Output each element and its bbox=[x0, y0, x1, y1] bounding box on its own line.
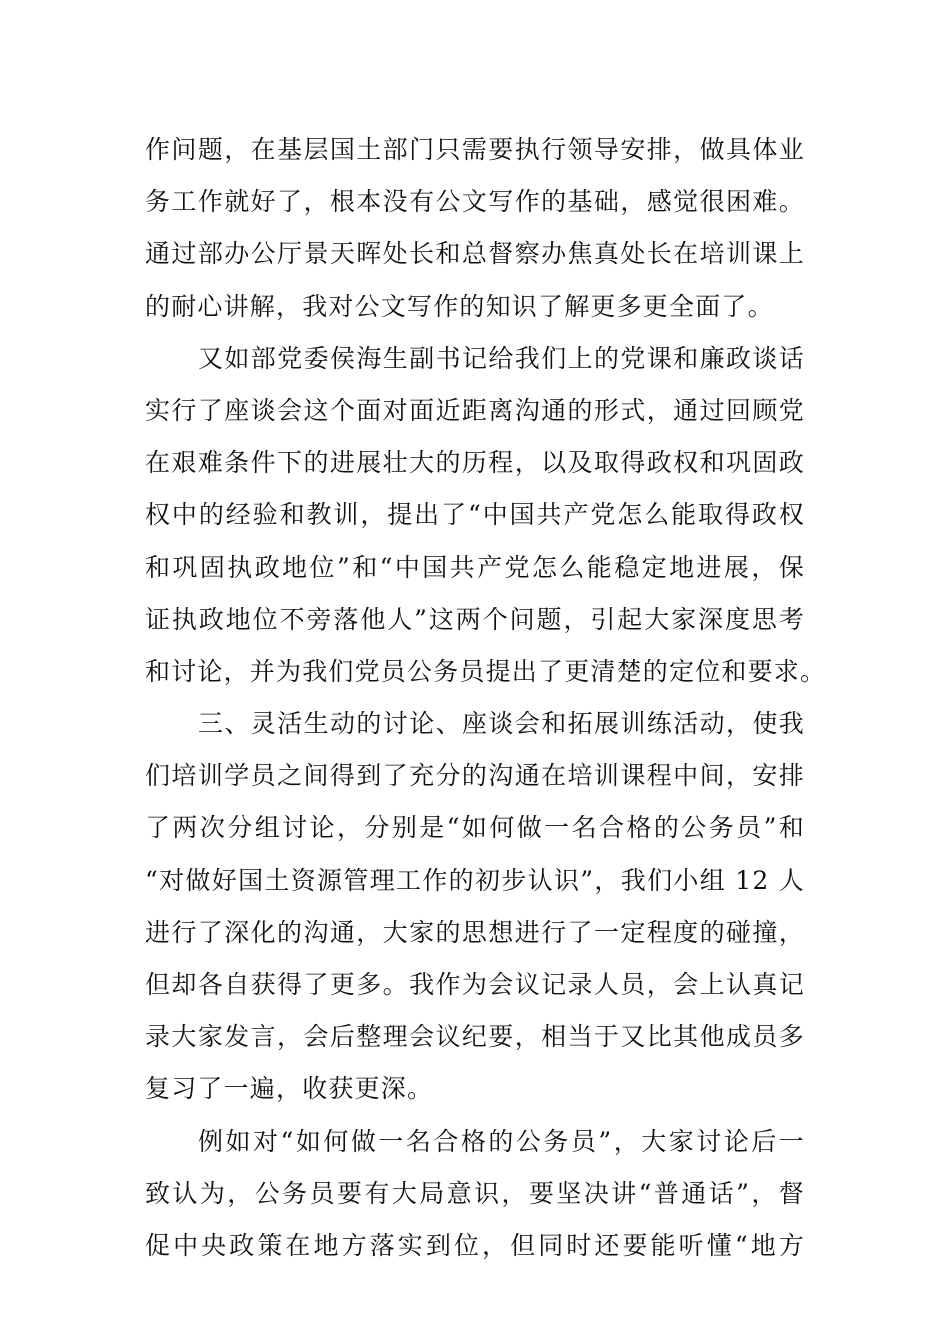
text-line: “对做好国土资源管理工作的初步认识”，我们小组 12 人 bbox=[145, 865, 805, 895]
paragraph-4 bbox=[145, 1116, 805, 1273]
text-line: 和巩固执政地位”和“中国共产党怎么能稳定地进展，保 bbox=[145, 552, 805, 582]
text-line: 促中央政策在地方落实到位，但同时还要能听懂“地方 bbox=[145, 1230, 805, 1260]
text-line: 例如对“如何做一名合格的公务员”，大家讨论后一 bbox=[198, 1126, 805, 1156]
text-line: 务工作就好了，根本没有公文写作的基础，感觉很困难。 bbox=[145, 187, 805, 217]
paragraph-3 bbox=[145, 698, 805, 1116]
text-line: 进行了深化的沟通，大家的思想进行了一定程度的碰撞， bbox=[145, 917, 805, 947]
paragraph-2 bbox=[145, 333, 827, 698]
text-line: 通过部办公厅景天晖处长和总督察办焦真处长在培训课上 bbox=[145, 239, 805, 269]
document-body bbox=[145, 124, 827, 1272]
text-line: 三、灵活生动的讨论、座谈会和拓展训练活动，使我 bbox=[198, 709, 805, 739]
text-line: 但却各自获得了更多。我作为会议记录人员，会上认真记 bbox=[145, 970, 805, 999]
paragraph-1 bbox=[145, 124, 805, 333]
text-line: 权中的经验和教训，提出了“中国共产党怎么能取得政权 bbox=[145, 500, 805, 530]
text-line: 实行了座谈会这个面对面近距离沟通的形式，通过回顾党 bbox=[145, 395, 805, 425]
text-line: 又如部党委侯海生副书记给我们上的党课和廉政谈话 bbox=[198, 343, 805, 373]
text-line: 们培训学员之间得到了充分的沟通在培训课程中间，安排 bbox=[145, 761, 805, 791]
text-line: 作问题，在基层国土部门只需要执行领导安排，做具体业 bbox=[145, 135, 805, 164]
text-line: 录大家发言，会后整理会议纪要，相当于又比其他成员多 bbox=[145, 1022, 805, 1052]
text-line: 复习了一遍，收获更深。 bbox=[145, 1074, 434, 1104]
text-line: 和讨论，并为我们党员公务员提出了更清楚的定位和要求。 bbox=[145, 656, 827, 686]
text-line: 了两次分组讨论，分别是“如何做一名合格的公务员”和 bbox=[145, 813, 805, 843]
text-line: 的耐心讲解，我对公文写作的知识了解更多更全面了。 bbox=[145, 291, 774, 321]
text-line: 证执政地位不旁落他人”这两个问题，引起大家深度思考 bbox=[145, 604, 805, 634]
text-line: 致认为，公务员要有大局意识，要坚决讲“普通话”，督 bbox=[145, 1178, 805, 1208]
text-line: 在艰难条件下的进展壮大的历程，以及取得政权和巩固政 bbox=[145, 448, 805, 478]
